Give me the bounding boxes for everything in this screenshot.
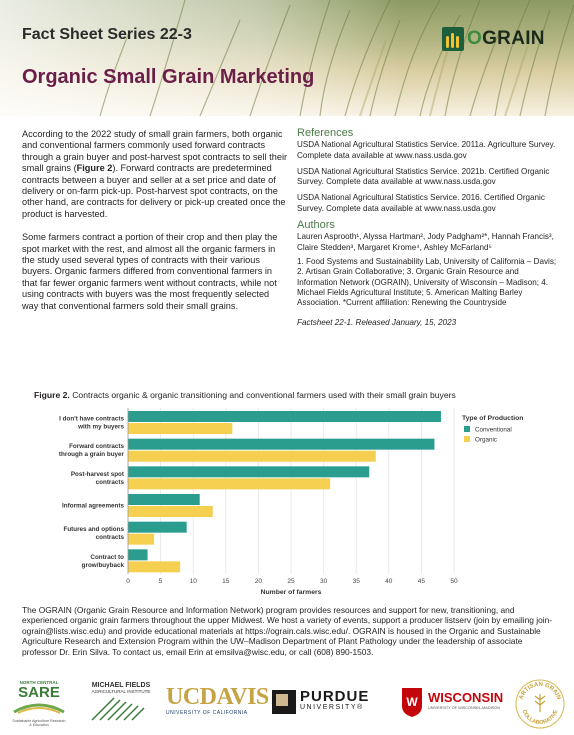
- authors-heading: Authors: [297, 219, 335, 232]
- partner-logos: [10, 678, 566, 732]
- bar-conventional: [128, 522, 187, 533]
- x-tick-label: 0: [126, 578, 130, 585]
- legend-title: Type of Production: [462, 415, 524, 422]
- y-category-label: Contract to: [90, 553, 124, 561]
- y-category-label: contracts: [95, 478, 124, 486]
- page-title: Organic Small Grain Marketing: [22, 66, 315, 88]
- y-category-label: Futures and options: [63, 526, 124, 534]
- author-affiliations: 1. Food Systems and Sustainability Lab, University of California – Davis; 2. Artisan Grain Collaborative; 3. Organic Grain Resource and Information Network (OGRAIN), University of Wisconsin – Madison; 4. Michael Fields Agricultural Institute; 5. American Malting Barley Association. *Current affiliation: Renewing the Countryside: [297, 256, 557, 308]
- artisan-grain-logo: [514, 678, 566, 730]
- x-axis-label: Number of farmers: [260, 589, 322, 596]
- x-tick-label: 45: [417, 578, 426, 585]
- bar-conventional: [128, 411, 441, 422]
- y-category-label: with my buyers: [78, 423, 124, 431]
- bar-organic: [128, 423, 232, 434]
- bar-chart: [30, 404, 550, 604]
- legend-swatch-organic: [464, 436, 470, 442]
- svg-text:W: W: [406, 695, 418, 709]
- y-category-label: Forward contracts: [69, 443, 124, 451]
- references-heading: References: [297, 127, 354, 139]
- bar-organic: [128, 561, 180, 572]
- x-tick-label: 35: [352, 578, 360, 585]
- grain-badge-icon: [442, 27, 464, 51]
- figure-caption: Figure 2. Contracts organic & organic transitioning and conventional farmers used with their small grain buyers: [34, 390, 456, 400]
- x-tick-label: 20: [254, 578, 263, 585]
- bar-organic: [128, 478, 330, 489]
- legend-label: Organic: [475, 436, 498, 444]
- bar-conventional: [128, 466, 369, 477]
- bar-conventional: [128, 439, 434, 450]
- bar-conventional: [128, 549, 148, 560]
- michael-fields-logo: MICHAEL FIELDS AGRICULTURAL INSTITUTE: [84, 682, 158, 726]
- svg-text:COLLABORATIVE: COLLABORATIVE: [520, 709, 560, 727]
- x-tick-label: 10: [189, 578, 197, 585]
- sare-logo: NORTH CENTRAL SARE Sustainable Agriculture Research & Education: [12, 680, 66, 727]
- y-category-label: through a grain buyer: [58, 451, 124, 459]
- x-tick-label: 5: [158, 578, 163, 585]
- sidebar-column: [297, 128, 557, 329]
- program-description: The OGRAIN (Organic Grain Resource and Information Network) program provides resources and support for new, transitioning, and experienced organic grain farmers throughout the upper Midwest. We host a variety of events, support a producer listserv (join by emailing join-ograin@lists.wisc.edu) and provide educational materials at https://ograin.cals.wisc.edu/. OGRAIN is housed in the Organic and Sustainable Agriculture Research and Extension Program within the UW–Madison Department of Plant Pathology under the leadership of associate professor Dr. Erin Silva. To contact us, email Erin at emsilva@wisc.edu, or call (608) 890-1503.: [22, 605, 553, 657]
- y-category-label: contracts: [95, 534, 124, 542]
- y-category-label: grow/buyback: [81, 561, 124, 569]
- purdue-logo: PURDUE UNIVERSITY®: [272, 688, 390, 724]
- bar-conventional: [128, 494, 200, 505]
- reference-item: USDA National Agricultural Statistics Service. 2011a. Agriculture Survey. Complete data available at www.nass.usda.gov: [297, 140, 556, 160]
- svg-text:ARTISAN GRAIN: ARTISAN GRAIN: [518, 681, 562, 701]
- bar-organic: [128, 534, 154, 545]
- author-names: Lauren Asprooth¹, Alyssa Hartman², Jody Padgham²*, Hannah Francis³, Claire Stedden³, Margaret Krome⁴, Ashley McFarland⁵: [297, 232, 554, 252]
- reference-item: USDA National Agricultural Statistics Service. 2021b. Certified Organic Survey. Complete data available at www.nass.usda.gov: [297, 166, 550, 187]
- uc-davis-logo: UCDAVIS UNIVERSITY OF CALIFORNIA: [166, 684, 269, 716]
- legend-label: Conventional: [475, 426, 512, 434]
- grass-field-photo: [0, 0, 574, 116]
- x-tick-label: 50: [450, 578, 458, 585]
- fact-sheet-series: Fact Sheet Series 22-3: [22, 26, 192, 43]
- figure-reference: Figure 2: [76, 163, 113, 174]
- y-category-label: Post-harvest spot: [70, 470, 124, 478]
- main-text-column: [22, 129, 288, 324]
- bar-organic: [128, 451, 376, 462]
- paragraph-1: According to the 2022 study of small grain farmers, both organic and conventional farmers commonly used forward contracts through a grain buyer and post-harvest spot contracts to sell their small grains (Figure 2). Forward contracts are predetermined contracts between a buyer and seller at a set price and date of delivery or on-farm pick-up. Post-harvest spot contracts, on the other hand, are contracts for delivery or pick-up created once the product is harvested.: [22, 129, 288, 219]
- x-tick-label: 40: [385, 578, 393, 585]
- x-tick-label: 30: [319, 578, 328, 585]
- release-note: Factsheet 22-1. Released January, 15, 2023: [297, 318, 457, 328]
- x-tick-label: 25: [287, 578, 295, 585]
- bar-organic: [128, 506, 213, 517]
- reference-item: USDA National Agricultural Statistics Service. 2016. Certified Organic Survey. Complete data available at www.nass.usda.gov: [297, 193, 545, 213]
- y-category-label: I don't have contracts: [59, 415, 124, 423]
- x-tick-label: 15: [222, 578, 230, 585]
- y-category-label: Informal agreements: [62, 502, 124, 510]
- ograin-wordmark: OGRAIN: [467, 28, 545, 49]
- header-banner: [0, 0, 574, 116]
- uw-madison-logo: W WISCONSIN UNIVERSITY OF WISCONSIN–MADISON: [400, 684, 512, 726]
- ograin-logo: [442, 26, 550, 52]
- paragraph-2: Some farmers contract a portion of their crop and then play the spot market with the rest, and almost all the organic farmers in the study used several types of contracts with their various buyers. Organic farmers differed from conventional farmers in that far fewer organic farmers went without contracts, while not using contracts with buyers was the most frequently selected way that conventional farmers sold their small grains.: [22, 232, 278, 311]
- legend-swatch-conventional: [464, 426, 470, 432]
